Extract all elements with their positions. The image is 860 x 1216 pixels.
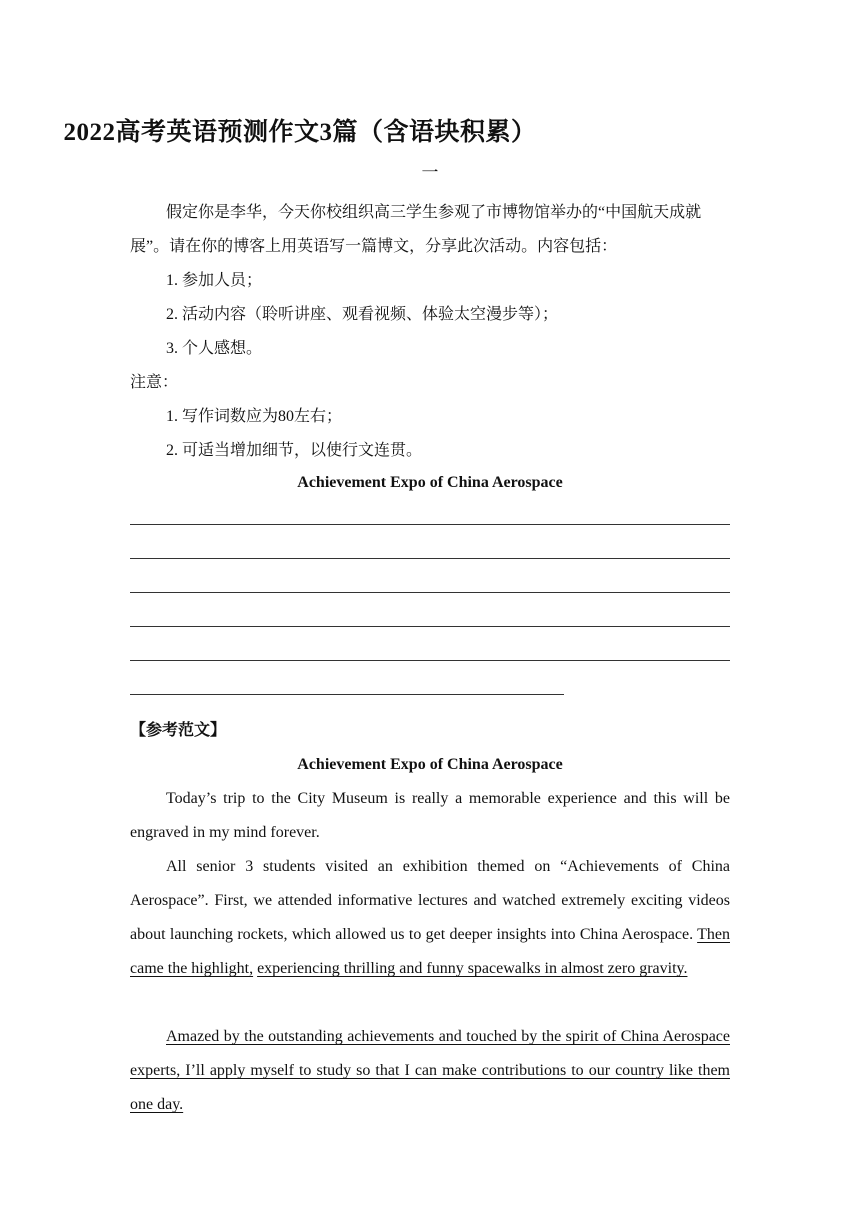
- note-label: 注意：: [130, 374, 179, 391]
- answer-line[interactable]: [130, 626, 730, 627]
- prompt-intro: 假定你是李华，今天你校组织高三学生参观了市博物馆举办的“中国航天成就展”。请在你的博客上用英语写一篇博文，分享此次活动。内容包括：: [130, 204, 702, 255]
- reference-paragraph-2-text: All senior 3 students visited an exhibition themed on “Achievements of China Aerospace”. First, we attended informative lectures and watched extremely exciting videos about launching rockets, which allowed us to get deeper insights into China Aerospace.: [130, 858, 730, 943]
- prompt-item: 2. 活动内容（聆听讲座、观看视频、体验太空漫步等）；: [166, 306, 559, 323]
- essay-title: Achievement Expo of China Aerospace: [297, 474, 563, 491]
- answer-line[interactable]: [130, 592, 730, 593]
- answer-line[interactable]: [130, 524, 730, 525]
- reference-paragraph-2: [130, 850, 730, 986]
- reference-label: 【参考范文】: [130, 722, 227, 739]
- underlined-phrase: experiencing thrilling and funny spacewalks in almost zero gravity.: [257, 960, 688, 977]
- reference-title: Achievement Expo of China Aerospace: [297, 756, 563, 773]
- reference-paragraph-1: Today’s trip to the City Museum is really a memorable experience and this will be engraved in my mind forever.: [130, 790, 730, 841]
- answer-line[interactable]: [130, 558, 730, 559]
- underlined-paragraph: Amazed by the outstanding achievements and touched by the spirit of China Aerospace experts, I’ll apply myself to study so that I can make contributions to our country like them one day.: [130, 1028, 730, 1113]
- underlined-phrase: Then came the highlight,: [130, 926, 730, 977]
- reference-paragraph-3: [130, 1020, 730, 1122]
- page-title: 2022高考英语预测作文3篇（含语块积累）: [63, 119, 537, 146]
- note-item: 2. 可适当增加细节，以使行文连贯。: [166, 442, 423, 459]
- note-item: 1. 写作词数应为80左右；: [166, 408, 343, 425]
- section-number: 一: [421, 163, 439, 182]
- answer-line[interactable]: [130, 694, 564, 695]
- answer-line[interactable]: [130, 660, 730, 661]
- prompt-item: 1. 参加人员；: [166, 272, 263, 289]
- prompt-item: 3. 个人感想。: [166, 340, 263, 357]
